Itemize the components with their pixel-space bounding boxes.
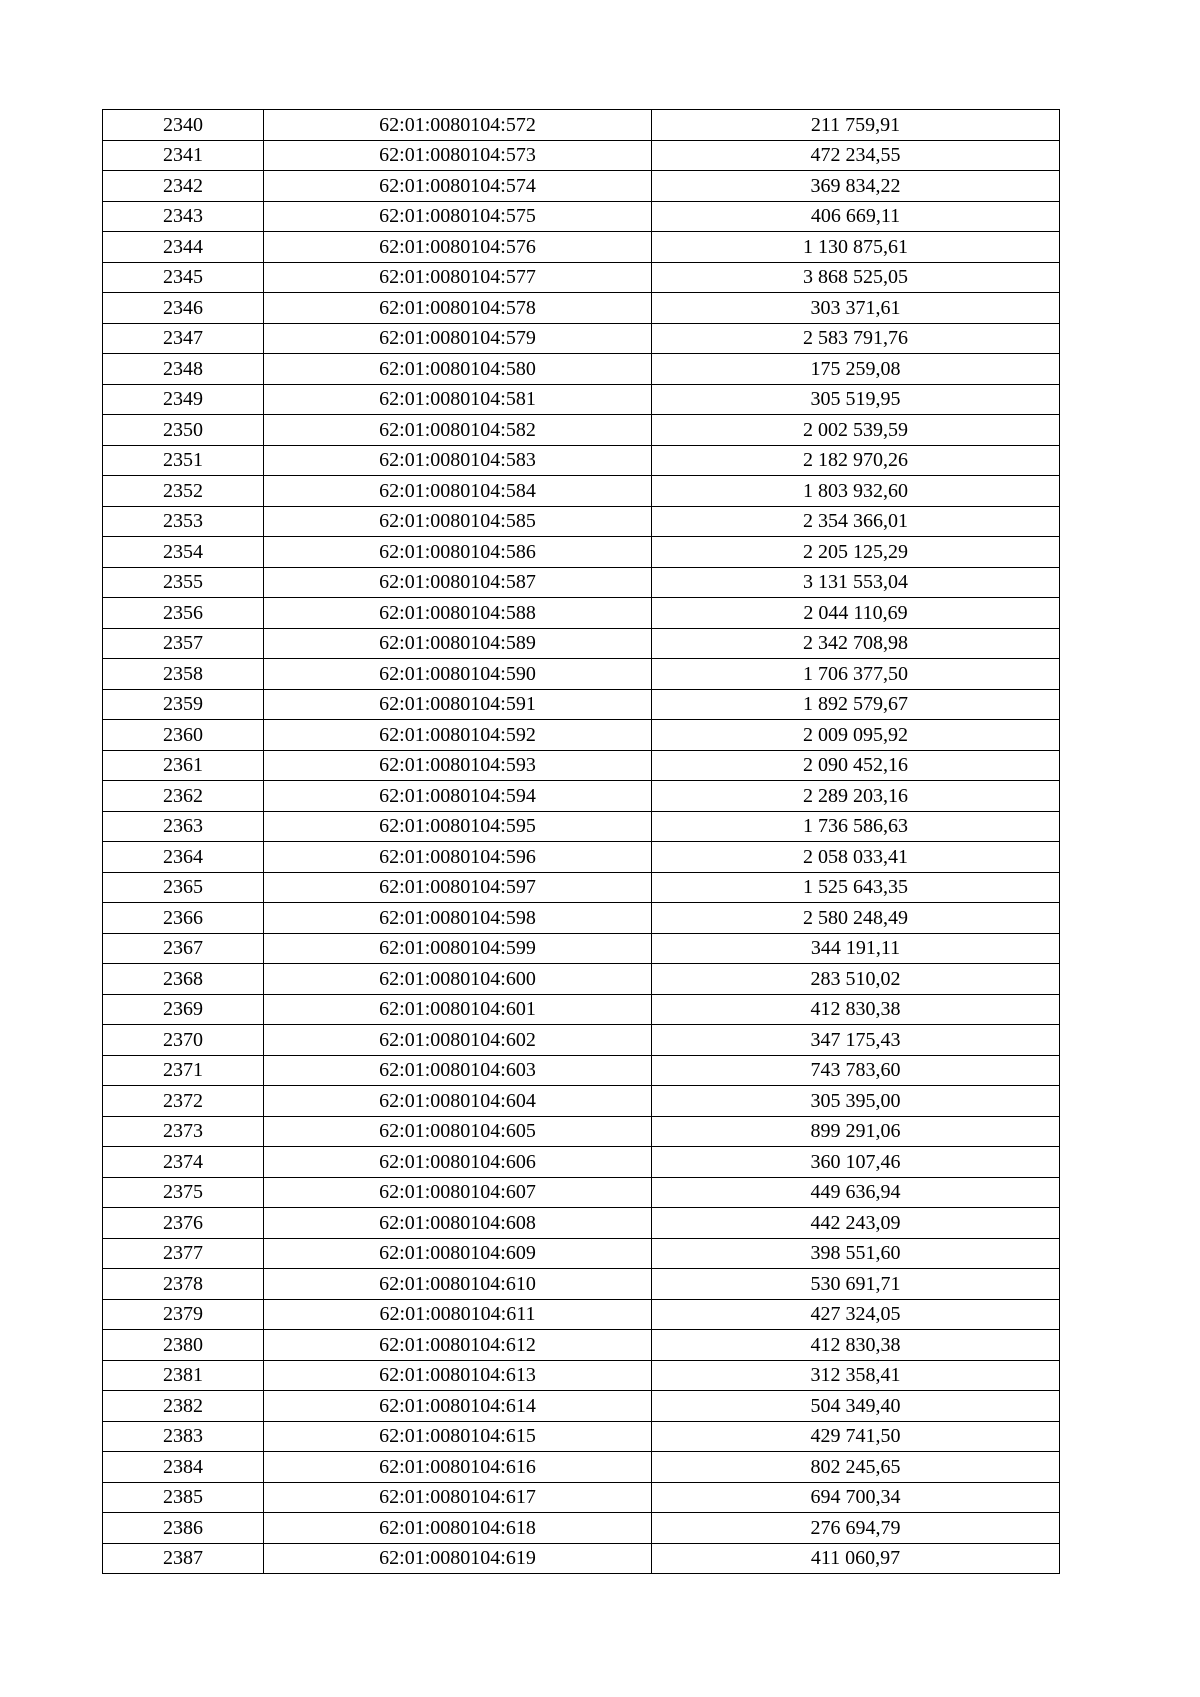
cadastral-value-cell: 303 371,61	[652, 293, 1060, 324]
table-row	[103, 1177, 1060, 1208]
row-number-cell: 2348	[103, 354, 264, 385]
table-row	[103, 903, 1060, 934]
row-number-cell: 2366	[103, 903, 264, 934]
cadastral-value-cell: 2 182 970,26	[652, 445, 1060, 476]
cadastral-number-cell: 62:01:0080104:593	[264, 750, 652, 781]
row-number-cell: 2345	[103, 262, 264, 293]
cadastral-number-cell: 62:01:0080104:605	[264, 1116, 652, 1147]
cadastral-number-cell: 62:01:0080104:598	[264, 903, 652, 934]
cadastral-value-cell: 442 243,09	[652, 1208, 1060, 1239]
cadastral-value-cell: 175 259,08	[652, 354, 1060, 385]
cadastral-number-cell: 62:01:0080104:592	[264, 720, 652, 751]
cadastral-number-cell: 62:01:0080104:584	[264, 476, 652, 507]
cadastral-value-cell: 2 009 095,92	[652, 720, 1060, 751]
row-number-cell: 2340	[103, 110, 264, 141]
cadastral-number-cell: 62:01:0080104:611	[264, 1299, 652, 1330]
cadastral-value-cell: 2 002 539,59	[652, 415, 1060, 446]
table-row	[103, 293, 1060, 324]
cadastral-number-cell: 62:01:0080104:618	[264, 1513, 652, 1544]
cadastral-number-cell: 62:01:0080104:573	[264, 140, 652, 171]
cadastral-number-cell: 62:01:0080104:615	[264, 1421, 652, 1452]
cadastral-value-cell: 2 205 125,29	[652, 537, 1060, 568]
table-row	[103, 384, 1060, 415]
row-number-cell: 2379	[103, 1299, 264, 1330]
cadastral-value-cell: 802 245,65	[652, 1452, 1060, 1483]
cadastral-value-cell: 2 583 791,76	[652, 323, 1060, 354]
table-row	[103, 1025, 1060, 1056]
cadastral-value-cell: 312 358,41	[652, 1360, 1060, 1391]
cadastral-number-cell: 62:01:0080104:583	[264, 445, 652, 476]
row-number-cell: 2361	[103, 750, 264, 781]
row-number-cell: 2343	[103, 201, 264, 232]
cadastral-number-cell: 62:01:0080104:594	[264, 781, 652, 812]
table-row	[103, 476, 1060, 507]
table-row	[103, 1238, 1060, 1269]
row-number-cell: 2360	[103, 720, 264, 751]
row-number-cell: 2370	[103, 1025, 264, 1056]
table-row	[103, 262, 1060, 293]
table-row	[103, 1421, 1060, 1452]
cadastral-number-cell: 62:01:0080104:574	[264, 171, 652, 202]
cadastral-value-cell: 2 354 366,01	[652, 506, 1060, 537]
row-number-cell: 2350	[103, 415, 264, 446]
table-row	[103, 1543, 1060, 1574]
cadastral-number-cell: 62:01:0080104:602	[264, 1025, 652, 1056]
cadastral-number-cell: 62:01:0080104:612	[264, 1330, 652, 1361]
cadastral-value-cell: 1 736 586,63	[652, 811, 1060, 842]
cadastral-number-cell: 62:01:0080104:600	[264, 964, 652, 995]
cadastral-number-cell: 62:01:0080104:607	[264, 1177, 652, 1208]
cadastral-value-cell: 449 636,94	[652, 1177, 1060, 1208]
cadastral-value-cell: 2 289 203,16	[652, 781, 1060, 812]
row-number-cell: 2364	[103, 842, 264, 873]
cadastral-value-cell: 2 044 110,69	[652, 598, 1060, 629]
table-row	[103, 537, 1060, 568]
row-number-cell: 2359	[103, 689, 264, 720]
row-number-cell: 2382	[103, 1391, 264, 1422]
table-row	[103, 1208, 1060, 1239]
cadastral-number-cell: 62:01:0080104:614	[264, 1391, 652, 1422]
cadastral-value-cell: 743 783,60	[652, 1055, 1060, 1086]
row-number-cell: 2358	[103, 659, 264, 690]
cadastral-number-cell: 62:01:0080104:619	[264, 1543, 652, 1574]
table-row	[103, 1086, 1060, 1117]
row-number-cell: 2354	[103, 537, 264, 568]
cadastral-value-cell: 344 191,11	[652, 933, 1060, 964]
table-row	[103, 689, 1060, 720]
row-number-cell: 2376	[103, 1208, 264, 1239]
cadastral-value-cell: 899 291,06	[652, 1116, 1060, 1147]
table-row	[103, 811, 1060, 842]
cadastral-number-cell: 62:01:0080104:578	[264, 293, 652, 324]
table-row	[103, 842, 1060, 873]
cadastral-number-cell: 62:01:0080104:599	[264, 933, 652, 964]
row-number-cell: 2362	[103, 781, 264, 812]
cadastral-value-cell: 3 131 553,04	[652, 567, 1060, 598]
cadastral-value-cell: 283 510,02	[652, 964, 1060, 995]
row-number-cell: 2342	[103, 171, 264, 202]
cadastral-number-cell: 62:01:0080104:604	[264, 1086, 652, 1117]
cadastral-number-cell: 62:01:0080104:576	[264, 232, 652, 263]
table-row	[103, 659, 1060, 690]
table-row	[103, 720, 1060, 751]
row-number-cell: 2346	[103, 293, 264, 324]
table-row	[103, 1452, 1060, 1483]
cadastral-number-cell: 62:01:0080104:603	[264, 1055, 652, 1086]
table-row	[103, 1391, 1060, 1422]
cadastral-value-cell: 411 060,97	[652, 1543, 1060, 1574]
cadastral-number-cell: 62:01:0080104:596	[264, 842, 652, 873]
row-number-cell: 2377	[103, 1238, 264, 1269]
cadastral-number-cell: 62:01:0080104:586	[264, 537, 652, 568]
table-row	[103, 1116, 1060, 1147]
cadastral-value-cell: 429 741,50	[652, 1421, 1060, 1452]
cadastral-number-cell: 62:01:0080104:601	[264, 994, 652, 1025]
row-number-cell: 2383	[103, 1421, 264, 1452]
row-number-cell: 2352	[103, 476, 264, 507]
table-row	[103, 323, 1060, 354]
row-number-cell: 2349	[103, 384, 264, 415]
row-number-cell: 2380	[103, 1330, 264, 1361]
cadastral-number-cell: 62:01:0080104:585	[264, 506, 652, 537]
cadastral-value-cell: 398 551,60	[652, 1238, 1060, 1269]
cadastral-value-cell: 1 706 377,50	[652, 659, 1060, 690]
cadastral-number-cell: 62:01:0080104:610	[264, 1269, 652, 1300]
cadastral-value-cell: 1 803 932,60	[652, 476, 1060, 507]
row-number-cell: 2386	[103, 1513, 264, 1544]
table-row	[103, 506, 1060, 537]
table-row	[103, 1482, 1060, 1513]
table-row	[103, 171, 1060, 202]
cadastral-number-cell: 62:01:0080104:606	[264, 1147, 652, 1178]
cadastral-number-cell: 62:01:0080104:590	[264, 659, 652, 690]
table-row	[103, 781, 1060, 812]
cadastral-number-cell: 62:01:0080104:587	[264, 567, 652, 598]
cadastral-value-cell: 2 058 033,41	[652, 842, 1060, 873]
table-row	[103, 1330, 1060, 1361]
cadastral-number-cell: 62:01:0080104:608	[264, 1208, 652, 1239]
cadastral-number-cell: 62:01:0080104:609	[264, 1238, 652, 1269]
cadastral-value-cell: 427 324,05	[652, 1299, 1060, 1330]
cadastral-value-cell: 211 759,91	[652, 110, 1060, 141]
cadastral-number-cell: 62:01:0080104:616	[264, 1452, 652, 1483]
table-row	[103, 201, 1060, 232]
table-row	[103, 445, 1060, 476]
row-number-cell: 2381	[103, 1360, 264, 1391]
cadastral-number-cell: 62:01:0080104:577	[264, 262, 652, 293]
cadastral-value-cell: 694 700,34	[652, 1482, 1060, 1513]
row-number-cell: 2367	[103, 933, 264, 964]
cadastral-number-cell: 62:01:0080104:588	[264, 598, 652, 629]
cadastral-number-cell: 62:01:0080104:575	[264, 201, 652, 232]
cadastral-number-cell: 62:01:0080104:595	[264, 811, 652, 842]
cadastral-value-cell: 369 834,22	[652, 171, 1060, 202]
table-row	[103, 110, 1060, 141]
table-row	[103, 1360, 1060, 1391]
table-row	[103, 1513, 1060, 1544]
cadastral-value-cell: 406 669,11	[652, 201, 1060, 232]
table-row	[103, 1055, 1060, 1086]
row-number-cell: 2356	[103, 598, 264, 629]
row-number-cell: 2369	[103, 994, 264, 1025]
row-number-cell: 2341	[103, 140, 264, 171]
cadastral-value-cell: 276 694,79	[652, 1513, 1060, 1544]
row-number-cell: 2347	[103, 323, 264, 354]
cadastral-number-cell: 62:01:0080104:579	[264, 323, 652, 354]
table-row	[103, 1269, 1060, 1300]
row-number-cell: 2385	[103, 1482, 264, 1513]
table-row	[103, 567, 1060, 598]
row-number-cell: 2368	[103, 964, 264, 995]
row-number-cell: 2375	[103, 1177, 264, 1208]
cadastral-value-cell: 360 107,46	[652, 1147, 1060, 1178]
row-number-cell: 2344	[103, 232, 264, 263]
cadastral-number-cell: 62:01:0080104:581	[264, 384, 652, 415]
row-number-cell: 2357	[103, 628, 264, 659]
table-body	[103, 110, 1060, 1574]
table-row	[103, 994, 1060, 1025]
cadastral-number-cell: 62:01:0080104:617	[264, 1482, 652, 1513]
row-number-cell: 2371	[103, 1055, 264, 1086]
table-row	[103, 354, 1060, 385]
cadastral-number-cell: 62:01:0080104:580	[264, 354, 652, 385]
row-number-cell: 2355	[103, 567, 264, 598]
cadastral-value-cell: 1 130 875,61	[652, 232, 1060, 263]
cadastral-value-cell: 305 395,00	[652, 1086, 1060, 1117]
row-number-cell: 2387	[103, 1543, 264, 1574]
table-row	[103, 750, 1060, 781]
cadastral-value-table	[102, 109, 1060, 1574]
table-row	[103, 628, 1060, 659]
row-number-cell: 2351	[103, 445, 264, 476]
cadastral-value-cell: 3 868 525,05	[652, 262, 1060, 293]
row-number-cell: 2384	[103, 1452, 264, 1483]
table-row	[103, 1147, 1060, 1178]
cadastral-value-cell: 530 691,71	[652, 1269, 1060, 1300]
cadastral-number-cell: 62:01:0080104:613	[264, 1360, 652, 1391]
cadastral-value-cell: 2 580 248,49	[652, 903, 1060, 934]
cadastral-value-cell: 412 830,38	[652, 1330, 1060, 1361]
row-number-cell: 2378	[103, 1269, 264, 1300]
table-row	[103, 598, 1060, 629]
row-number-cell: 2353	[103, 506, 264, 537]
cadastral-number-cell: 62:01:0080104:582	[264, 415, 652, 446]
row-number-cell: 2374	[103, 1147, 264, 1178]
cadastral-value-cell: 305 519,95	[652, 384, 1060, 415]
table-row	[103, 872, 1060, 903]
cadastral-value-cell: 2 090 452,16	[652, 750, 1060, 781]
table-row	[103, 933, 1060, 964]
cadastral-value-cell: 412 830,38	[652, 994, 1060, 1025]
cadastral-value-cell: 1 892 579,67	[652, 689, 1060, 720]
cadastral-value-cell: 2 342 708,98	[652, 628, 1060, 659]
row-number-cell: 2372	[103, 1086, 264, 1117]
row-number-cell: 2365	[103, 872, 264, 903]
row-number-cell: 2373	[103, 1116, 264, 1147]
cadastral-number-cell: 62:01:0080104:589	[264, 628, 652, 659]
cadastral-value-cell: 1 525 643,35	[652, 872, 1060, 903]
cadastral-number-cell: 62:01:0080104:597	[264, 872, 652, 903]
cadastral-number-cell: 62:01:0080104:591	[264, 689, 652, 720]
cadastral-value-cell: 472 234,55	[652, 140, 1060, 171]
table-row	[103, 232, 1060, 263]
cadastral-value-cell: 347 175,43	[652, 1025, 1060, 1056]
cadastral-value-cell: 504 349,40	[652, 1391, 1060, 1422]
table-row	[103, 1299, 1060, 1330]
table-row	[103, 140, 1060, 171]
row-number-cell: 2363	[103, 811, 264, 842]
cadastral-number-cell: 62:01:0080104:572	[264, 110, 652, 141]
table-row	[103, 964, 1060, 995]
table-row	[103, 415, 1060, 446]
